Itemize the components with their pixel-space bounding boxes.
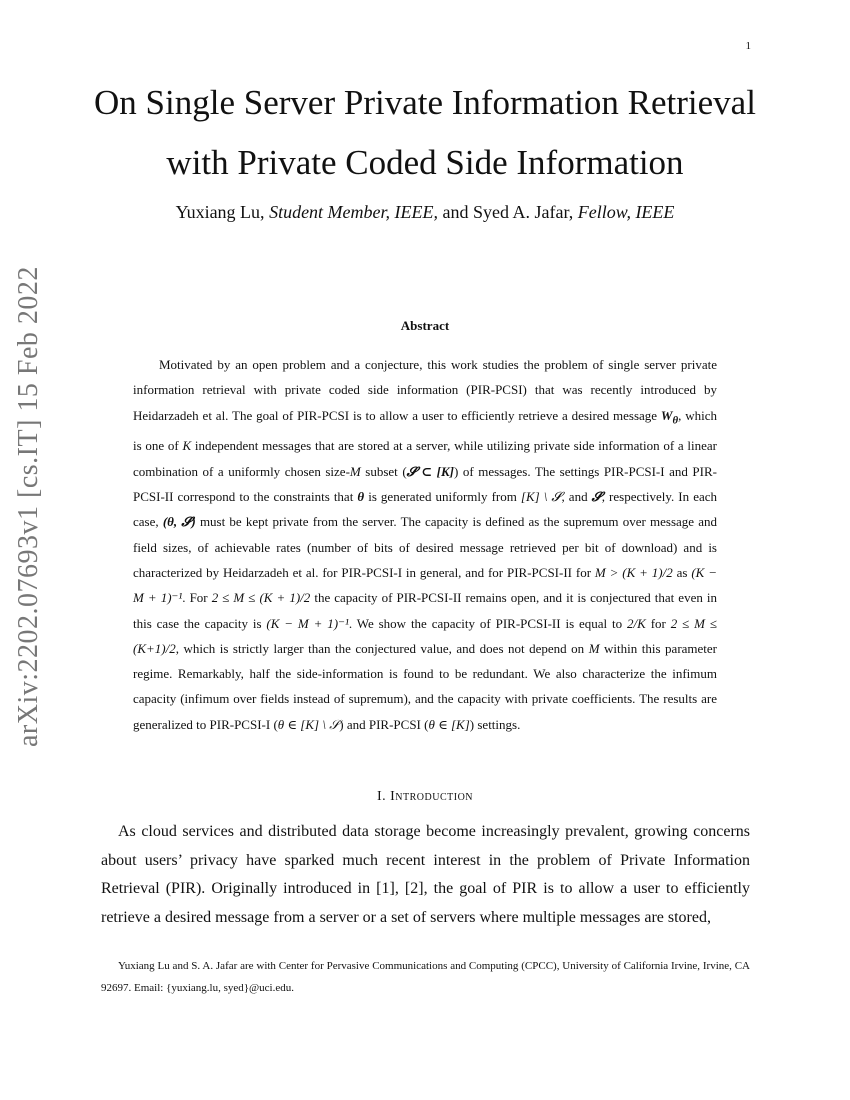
- abstract-text: within this parameter regime. Remarkably, half the side-information is found to be redundant. We also characterize the infimum capacity (infimum over fields instead of supremum), and the capacity with private coefficients. The results are generalized to PIR-PCSI-I (: [133, 640, 718, 732]
- arxiv-identifier-stamp: arXiv:2202.07693v1 [cs.IT] 15 Feb 2022: [13, 266, 44, 747]
- math-m: M: [588, 640, 600, 656]
- abstract-text: . We show the capacity of PIR-PCSI-II is equal to: [348, 615, 628, 631]
- math-s-subset-k: 𝓢 ⊂ [K]: [406, 463, 455, 479]
- section-heading: [0, 789, 850, 805]
- math-capacity-expression: (K − M + 1)⁻¹: [133, 564, 717, 606]
- author-2-role: Fellow, IEEE: [577, 202, 675, 222]
- author-conjunction: and: [442, 202, 469, 222]
- author-2-name: Syed A. Jafar,: [473, 202, 574, 222]
- section-title: Introduction: [390, 789, 474, 804]
- abstract-body: [133, 352, 717, 737]
- math-m-range-2: 2 ≤ M ≤ (K+1)/2: [133, 615, 717, 656]
- abstract-text: ) of messages. The settings PIR-PCSI-I and PIR-PCSI-II correspond to the constraints that: [133, 463, 717, 505]
- math-k: K: [182, 438, 192, 454]
- math-theta: θ: [357, 489, 365, 505]
- math-two-over-k: 2/K: [627, 615, 646, 631]
- abstract-text: , which is one of: [133, 407, 717, 454]
- math-pcsi-setting: θ ∈ [K]: [428, 716, 470, 732]
- author-affiliation-footnote: [101, 955, 750, 999]
- math-pcsi1-setting: θ ∈ [K] \ 𝒮: [277, 716, 340, 732]
- abstract-text: , respectively. In each case,: [133, 489, 717, 530]
- math-w-theta: [660, 407, 679, 427]
- abstract-text: for: [645, 615, 671, 631]
- author-1-name: Yuxiang Lu,: [175, 202, 265, 222]
- math-w: W: [660, 407, 673, 423]
- math-k-minus-s: [K] \ 𝓢: [520, 489, 562, 505]
- abstract-text: as: [672, 564, 692, 580]
- abstract-text: independent messages that are stored at a server, while utilizing private side information of a linear combination of a uniformly chosen size-: [133, 438, 718, 479]
- abstract-text: , which is strictly larger than the conjectured value, and does not depend on: [175, 640, 589, 656]
- math-s: 𝓢: [591, 489, 602, 505]
- math-m-range: 2 ≤ M ≤ (K + 1)/2: [211, 590, 311, 606]
- section-number: I.: [376, 789, 387, 804]
- abstract-text: subset (: [360, 463, 407, 479]
- abstract-text: ) and PIR-PCSI (: [339, 716, 429, 732]
- abstract-text: , and: [561, 489, 592, 505]
- abstract-text: the capacity of PIR-PCSI-II remains open, and it is conjectured that even in this case the capacity is: [133, 590, 717, 631]
- abstract-text: Motivated by an open problem and a conjecture, this work studies the problem of single server private information retrieval with private coded side information (PIR-PCSI) that was recently introduced by Heidarzadeh et al. The goal of PIR-PCSI is to allow a user to efficiently retrieve a desired message: [133, 357, 717, 423]
- author-1-role: Student Member, IEEE,: [269, 202, 439, 222]
- math-conjectured-capacity: (K − M + 1)⁻¹: [266, 615, 349, 631]
- title-line-1: On Single Server Private Information Retrieval: [94, 83, 756, 122]
- title-line-2: with Private Coded Side Information: [166, 143, 684, 182]
- math-m: M: [349, 463, 361, 479]
- abstract-text: ) settings.: [469, 716, 521, 732]
- paper-title: [0, 73, 850, 193]
- introduction-paragraph: As cloud services and distributed data storage become increasingly prevalent, growing concerns about users’ privacy have sparked much recent interest in the problem of Private Information Retrieval (PIR). Originally introduced in [1], [2], the goal of PIR is to allow a user to efficiently retrieve a desired message from a server or a set of servers where multiple messages are stored,: [101, 823, 750, 927]
- abstract-heading: Abstract: [400, 318, 450, 333]
- abstract-text: . For: [182, 590, 212, 606]
- math-w-subscript: θ: [672, 414, 679, 427]
- author-line: [0, 202, 850, 223]
- footnote-text: Yuxiang Lu and S. A. Jafar are with Center for Pervasive Communications and Computing (CPCC), University of California Irvine, Irvine, CA 92697. Email: {yuxiang.lu, syed}@uci.edu.: [101, 960, 750, 994]
- abstract-text: is generated uniformly from: [364, 489, 521, 505]
- math-theta-s-pair: (θ, 𝓢): [162, 514, 196, 530]
- introduction-body: [101, 818, 750, 933]
- abstract-text: must be kept private from the server. The capacity is defined as the supremum over message and field sizes, of achievable rates (number of bits of desired message retrieved per bit of download) and is characterized by Heidarzadeh et al. for PIR-PCSI-I in general, and for PIR-PCSI-II for: [133, 514, 718, 580]
- page-number: 1: [745, 40, 751, 52]
- math-m-condition: M > (K + 1)/2: [594, 564, 673, 580]
- abstract-paragraph: [133, 352, 717, 737]
